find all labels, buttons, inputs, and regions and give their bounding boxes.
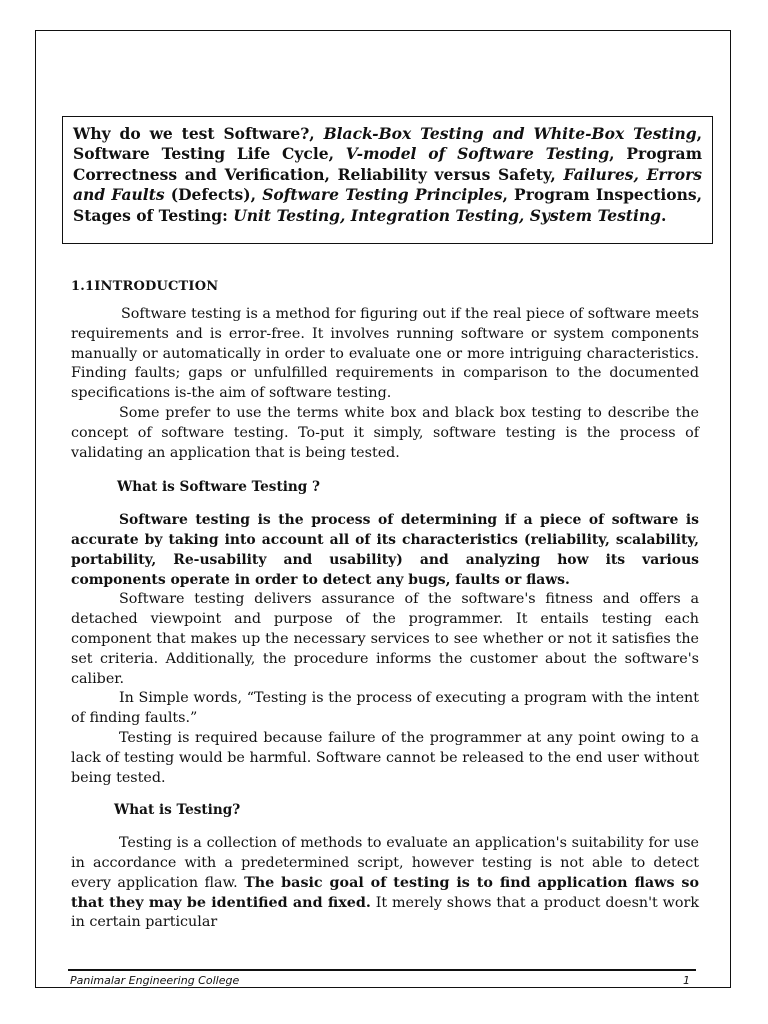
footer-page-number: 1 [683, 974, 690, 987]
topic-text: , Program Inspections, Stages of Testing: [73, 185, 702, 225]
topic-text: . [660, 205, 667, 225]
topic-text: , Software Testing Life Cycle, [73, 124, 702, 164]
subheading-what-is-software-testing: What is Software Testing ? [117, 479, 320, 496]
body-content [71, 305, 699, 933]
topic-text-italic: V-model of Software Testing [345, 144, 610, 164]
section-heading: 1.1INTRODUCTION [71, 279, 219, 294]
paragraph: Software testing is a method for figuring out if the real piece of software meets requirements and is error-free. It involves running software or system components manually or automatically in order to evaluate one or more intriguing characteristics. Finding faults; gaps or unfulfilled requirements in comparison to the documented specifications is-the aim of software testing. [71, 306, 699, 402]
topic-text: (Defects), [164, 185, 263, 205]
topic-text-italic: Black-Box Testing and White-Box Testing [323, 124, 697, 143]
paragraph: Some prefer to use the terms white box and black box testing to describe the concept of software testing. To-put it simply, software testing is the process of validating an application that is being tested. [71, 404, 699, 461]
chapter-topics-box [62, 116, 713, 244]
paragraph: Software testing delivers assurance of the software's fitness and offers a detached viewpoint and purpose of the programmer. It entails testing each component that makes up the necessary services to see whether or not it satisfies the set criteria. Additionally, the procedure informs the customer about the software's caliber. [71, 591, 699, 687]
topic-text-italic: Unit Testing, Integration Testing, System Testing [233, 205, 661, 225]
topic-text-italic: Software Testing Principles [262, 185, 503, 205]
subheading-what-is-testing: What is Testing? [114, 802, 241, 819]
topic-text: , Program Correctness and Verification, Reliability versus Safety, [73, 144, 702, 184]
paragraph-bold-definition: Software testing is the process of determining if a piece of software is accurate by taking into account all of its characteristics (reliability, scalability, portability, Re-usability and usability) and analyzing how its various components operate in order to detect any bugs, faults or flaws. [71, 512, 699, 588]
topic-text: Why do we test Software?, [73, 124, 324, 143]
footer-rule [68, 969, 696, 971]
paragraph: Testing is required because failure of the programmer at any point owing to a lack of testing would be harmful. Software cannot be released to the end user without being tested. [71, 729, 699, 786]
paragraph-text: Testing is a collection of methods to evaluate an application's suitability for use in accordance with a predetermined script, however testing is not able to detect every application flaw. [71, 835, 699, 891]
topic-text-italic: Failures, Errors and Faults [73, 164, 703, 205]
paragraph-text-bold: The basic goal of testing is to find application flaws so that they may be identified and fixed. [71, 874, 700, 911]
paragraph-testing-definition [71, 834, 699, 933]
paragraph-text: It merely shows that a product doesn't work in certain particular [71, 894, 699, 931]
paragraph-quote: In Simple words, “Testing is the process of executing a program with the intent of finding faults.” [71, 690, 699, 727]
footer-college-name: Panimalar Engineering College [70, 974, 240, 987]
